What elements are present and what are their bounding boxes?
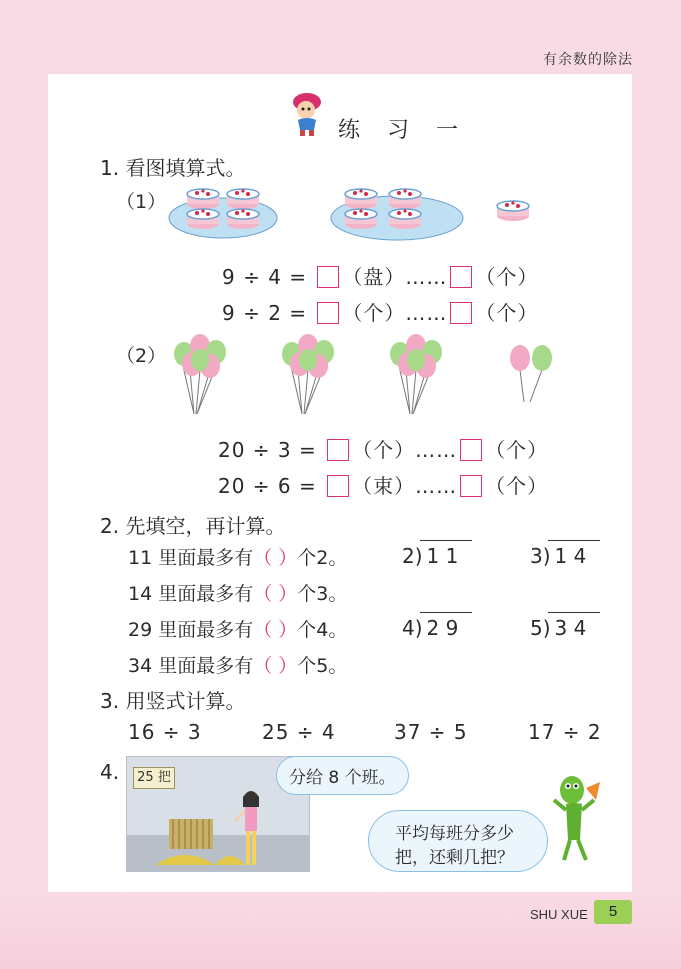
speech-bubble-question: 平均每班分多少 把，还剩几把？	[368, 810, 548, 872]
equation-4	[218, 470, 548, 499]
fill-row-2: 14 里面最多有（ ）个3。	[128, 583, 348, 605]
answer-box[interactable]	[460, 439, 482, 461]
chapter-title: 有余数的除法	[543, 52, 633, 68]
vertical-problem-2: 25 ÷ 4	[262, 720, 336, 744]
answer-box[interactable]	[460, 475, 482, 497]
unit-label: （盘）……	[342, 265, 448, 289]
part-2-label: （2）	[116, 345, 167, 367]
unit-label: （个）……	[342, 301, 448, 325]
unit-label: （个）	[475, 265, 539, 289]
equation-3	[218, 434, 548, 463]
long-division-4: 5) 3 4	[530, 616, 586, 640]
equation-4-expr: 20 ÷ 6 =	[218, 474, 317, 498]
umbrellas-and-girl-icon	[155, 785, 305, 871]
unit-label: （个）……	[352, 438, 458, 462]
long-division-3: 4) 2 9	[402, 616, 458, 640]
answer-box[interactable]	[450, 302, 472, 324]
mascot-icon	[286, 90, 328, 138]
blank-paren[interactable]: （ ）	[253, 655, 298, 677]
balloon-bunches-illustration	[170, 330, 570, 420]
equation-1	[222, 261, 538, 290]
exercise-title: 练 习 一	[338, 118, 468, 143]
long-division-1: 2) 1 1	[402, 544, 458, 568]
answer-box[interactable]	[317, 266, 339, 288]
speech-bubble-teacher: 分给 8 个班。	[276, 756, 409, 795]
answer-box[interactable]	[450, 266, 472, 288]
unit-label: （个）	[475, 301, 539, 325]
long-division-2: 3) 1 4	[530, 544, 586, 568]
equation-2	[222, 297, 538, 326]
answer-box[interactable]	[327, 439, 349, 461]
fill-row-3: 29 里面最多有（ ）个4。	[128, 619, 348, 641]
sign-25-ba: 25 把	[133, 767, 175, 789]
cake-plate-illustration	[165, 180, 565, 244]
answer-box[interactable]	[327, 475, 349, 497]
answer-box[interactable]	[317, 302, 339, 324]
page-number: 5	[594, 900, 632, 924]
unit-label: （束）……	[352, 474, 458, 498]
question-3-label: 3. 用竖式计算。	[100, 689, 246, 713]
question-4-label: 4.	[100, 760, 120, 784]
fill-row-1: 11 里面最多有（ ）个2。	[128, 547, 348, 569]
part-1-label: （1）	[116, 191, 167, 213]
fill-row-4: 34 里面最多有（ ）个5。	[128, 655, 348, 677]
vertical-problem-4: 17 ÷ 2	[528, 720, 602, 744]
side-margin-band	[632, 74, 681, 892]
equation-3-expr: 20 ÷ 3 =	[218, 438, 317, 462]
blank-paren[interactable]: （ ）	[253, 547, 298, 569]
blank-paren[interactable]: （ ）	[253, 619, 298, 641]
footer-subject-label: SHU XUE	[530, 907, 588, 922]
vertical-problem-1: 16 ÷ 3	[128, 720, 202, 744]
question-1-label: 1. 看图填算式。	[100, 156, 246, 180]
question-2-label: 2. 先填空，再计算。	[100, 514, 286, 538]
unit-label: （个）	[485, 474, 549, 498]
vertical-problem-3: 37 ÷ 5	[394, 720, 468, 744]
unit-label: （个）	[485, 438, 549, 462]
footer-band	[0, 892, 681, 969]
equation-1-expr: 9 ÷ 4 =	[222, 265, 308, 289]
equation-2-expr: 9 ÷ 2 =	[222, 301, 308, 325]
pencil-mascot-icon	[550, 770, 608, 866]
blank-paren[interactable]: （ ）	[253, 583, 298, 605]
